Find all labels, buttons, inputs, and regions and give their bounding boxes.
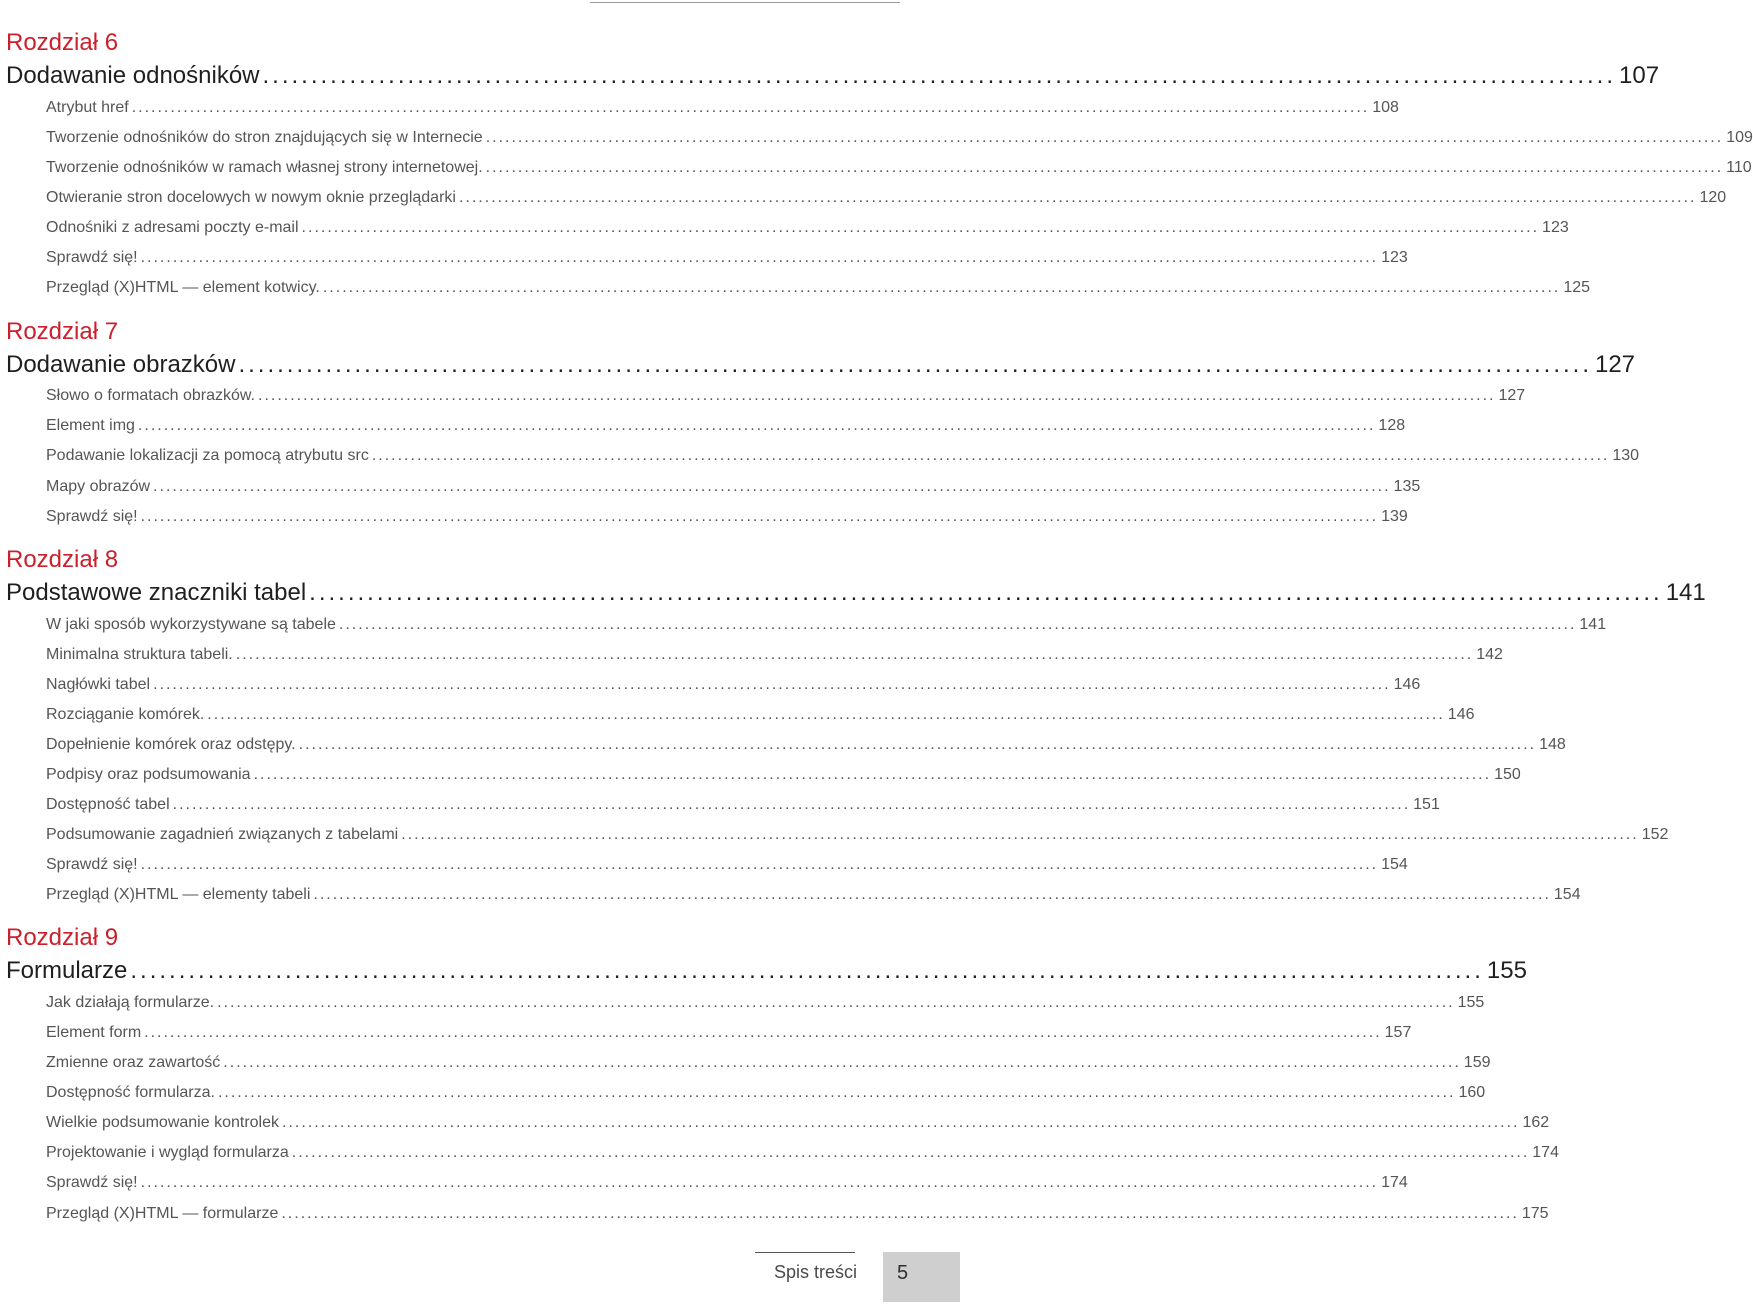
entry-title: Zmienne oraz zawartość [46,1054,221,1071]
entry-page-number: 135 [1393,478,1421,495]
dot-leader: ................................................................................................................................................................................................ [485,159,1724,176]
dot-leader: ................................................................................................................................................................................................ [153,478,1391,495]
entry-page-number: 142 [1476,646,1503,663]
entry-title: Słowo o formatach obrazków. [46,387,255,404]
toc-entry[interactable] [46,855,1408,875]
entry-title: Rozciąganie komórek. [46,706,205,723]
entry-page-number: 154 [1553,886,1581,903]
dot-leader: ................................................................................................................................................................................................ [172,796,1411,813]
entry-page-number: 146 [1447,706,1475,723]
dot-leader: ................................................................................................................................................................................................ [140,856,1379,873]
toc-entry[interactable] [46,1204,1549,1224]
entry-title: Projektowanie i wygląd formularza [46,1144,289,1161]
entry-title: Atrybut href [46,99,129,116]
entry-title: Podpisy oraz podsumowania [46,766,251,783]
footer-section-label: Spis treści [774,1262,858,1282]
entry-title: Dostępność tabel [46,796,170,813]
dot-leader: ................................................................................................................................................................................................ [253,766,1492,783]
entry-page-number: 110 [1726,159,1752,176]
entry-title: Element img [46,417,135,434]
entry-page-number: 154 [1381,856,1408,873]
chapter-title: Podstawowe znaczniki tabel [6,579,307,606]
toc-entry[interactable] [46,278,1591,298]
entry-page-number: 162 [1522,1114,1550,1131]
entry-page-number: 120 [1699,189,1727,206]
chapter-title-row[interactable] [6,579,1706,607]
toc-entry[interactable] [46,1053,1491,1073]
entry-title: Podawanie lokalizacji za pomocą atrybutu src [46,447,369,464]
entry-title: W jaki sposób wykorzystywane są tabele [46,616,336,633]
entry-page-number: 175 [1521,1205,1549,1222]
dot-leader: ................................................................................................................................................................................................ [235,646,1474,663]
toc-entry[interactable] [46,1143,1559,1163]
entry-title: Tworzenie odnośników w ramach własnej strony internetowej. [46,159,483,176]
chapter-page-number: 155 [1486,957,1527,984]
toc-entry[interactable] [46,615,1607,635]
chapter-label: Rozdział 7 [6,318,119,345]
toc-entry[interactable] [46,446,1640,466]
entry-page-number: 150 [1494,766,1521,783]
dot-leader: ................................................................................................................................................................................................ [131,99,1370,116]
entry-page-number: 160 [1458,1084,1486,1101]
dot-leader: ................................................................................................................................................................................................ [217,994,1455,1011]
entry-page-number: 174 [1381,1174,1408,1191]
entry-title: Sprawdź się! [46,508,138,525]
dot-leader: ................................................................................................................................................................................................ [338,616,1577,633]
dot-leader: ................................................................................................................................................................................................ [217,1084,1456,1101]
toc-entry[interactable] [46,795,1440,815]
dot-leader: ................................................................................................................................................................................................ [258,387,1496,404]
toc-entry[interactable] [46,765,1521,785]
entry-title: Tworzenie odnośników do stron znajdujących się w Internecie [46,129,483,146]
chapter-label: Rozdział 6 [6,29,119,56]
entry-title: Mapy obrazów [46,478,151,495]
dot-leader: ................................................................................................................................................................................................ [153,676,1391,693]
toc-entry[interactable] [46,825,1669,845]
toc-entry[interactable] [46,705,1475,725]
chapter-page-number: 141 [1665,579,1706,606]
entry-page-number: 139 [1381,508,1408,525]
dot-leader: ............................................................................................................................................ [130,957,1484,984]
entry-page-number: 130 [1612,447,1640,464]
toc-entry[interactable] [46,675,1421,695]
entry-title: Minimalna struktura tabeli. [46,646,233,663]
toc-entry[interactable] [46,1113,1550,1133]
toc-entry[interactable] [46,218,1569,238]
chapter-title: Formularze [6,957,128,984]
entry-page-number: 155 [1457,994,1485,1011]
entry-page-number: 128 [1378,417,1406,434]
entry-title: Sprawdź się! [46,249,138,266]
entry-page-number: 148 [1539,736,1566,753]
entry-title: Dopełnienie komórek oraz odstępy. [46,736,296,753]
toc-entry[interactable] [46,1083,1486,1103]
dot-leader: ................................................................................................................................................................................................ [137,417,1376,434]
dot-leader: ................................................................................................................................................................................................ [298,736,1537,753]
toc-entry[interactable] [46,735,1566,755]
toc-entry[interactable] [46,98,1399,118]
entry-page-number: 123 [1381,249,1408,266]
toc-entry[interactable] [46,248,1408,268]
entry-page-number: 146 [1393,676,1421,693]
dot-leader: ................................................................................................................................................................................................ [301,219,1540,236]
entry-title: Otwieranie stron docelowych w nowym oknie przeglądarki [46,189,456,206]
entry-title: Sprawdź się! [46,1174,138,1191]
top-divider-line [590,2,900,3]
toc-entry[interactable] [46,645,1503,665]
dot-leader: ................................................................................................................................................................................................ [371,447,1610,464]
entry-page-number: 123 [1542,219,1569,236]
dot-leader: ................................................................................................................................................................................................ [313,886,1551,903]
entry-title: Nagłówki tabel [46,676,151,693]
dot-leader: ............................................................................................................................................ [309,579,1663,606]
entry-page-number: 157 [1384,1024,1412,1041]
toc-entry[interactable] [46,416,1406,436]
page-number: 5 [897,1262,909,1284]
toc-entry[interactable] [46,386,1526,406]
entry-page-number: 151 [1413,796,1440,813]
chapter-title: Dodawanie obrazków [6,351,236,378]
entry-title: Przegląd (X)HTML — elementy tabeli [46,886,311,903]
entry-title: Sprawdź się! [46,856,138,873]
toc-entry[interactable] [46,188,1727,208]
toc-entry[interactable] [46,507,1408,527]
dot-leader: ................................................................................................................................................................................................ [140,508,1379,525]
toc-entry[interactable] [46,993,1485,1013]
page-number-box [883,1252,960,1302]
entry-page-number: 152 [1641,826,1669,843]
toc-entry[interactable] [46,158,1752,178]
dot-leader: ................................................................................................................................................................................................ [401,826,1639,843]
dot-leader: ................................................................................................................................................................................................ [322,279,1561,296]
chapter-title-row[interactable] [6,957,1527,985]
footer-divider-line [755,1252,855,1253]
entry-page-number: 127 [1498,387,1526,404]
dot-leader: ............................................................................................................................................ [262,62,1617,89]
dot-leader: ................................................................................................................................................................................................ [485,129,1724,146]
toc-entry[interactable] [46,1173,1408,1193]
dot-leader: ................................................................................................................................................................................................ [144,1024,1382,1041]
chapter-label: Rozdział 9 [6,924,119,951]
entry-page-number: 141 [1579,616,1607,633]
dot-leader: ............................................................................................................................................ [238,351,1592,378]
dot-leader: ................................................................................................................................................................................................ [282,1114,1520,1131]
chapter-title: Dodawanie odnośników [6,62,260,89]
toc-entry[interactable] [46,477,1421,497]
chapter-title-row[interactable] [6,62,1660,90]
dot-leader: ................................................................................................................................................................................................ [291,1144,1530,1161]
entry-title: Wielkie podsumowanie kontrolek [46,1114,279,1131]
dot-leader: ................................................................................................................................................................................................ [458,189,1697,206]
chapter-page-number: 107 [1619,62,1660,89]
chapter-title-row[interactable] [6,351,1636,379]
dot-leader: ................................................................................................................................................................................................ [223,1054,1461,1071]
entry-title: Jak działają formularze. [46,994,215,1011]
chapter-label: Rozdział 8 [6,546,119,573]
entry-page-number: 174 [1532,1144,1559,1161]
dot-leader: ................................................................................................................................................................................................ [140,1174,1379,1191]
entry-title: Przegląd (X)HTML — element kotwicy. [46,279,320,296]
entry-title: Podsumowanie zagadnień związanych z tabelami [46,826,399,843]
entry-page-number: 109 [1726,129,1753,146]
dot-leader: ................................................................................................................................................................................................ [140,249,1379,266]
entry-page-number: 108 [1372,99,1399,116]
dot-leader: ................................................................................................................................................................................................ [281,1205,1519,1222]
entry-title: Dostępność formularza. [46,1084,215,1101]
entry-title: Odnośniki z adresami poczty e-mail [46,219,299,236]
entry-page-number: 159 [1463,1054,1491,1071]
chapter-page-number: 127 [1594,351,1636,378]
toc-entry[interactable] [46,885,1581,905]
toc-entry[interactable] [46,128,1753,148]
toc-entry[interactable] [46,1023,1412,1043]
entry-page-number: 125 [1563,279,1591,296]
entry-title: Element form [46,1024,142,1041]
entry-title: Przegląd (X)HTML — formularze [46,1205,279,1222]
dot-leader: ................................................................................................................................................................................................ [207,706,1445,723]
